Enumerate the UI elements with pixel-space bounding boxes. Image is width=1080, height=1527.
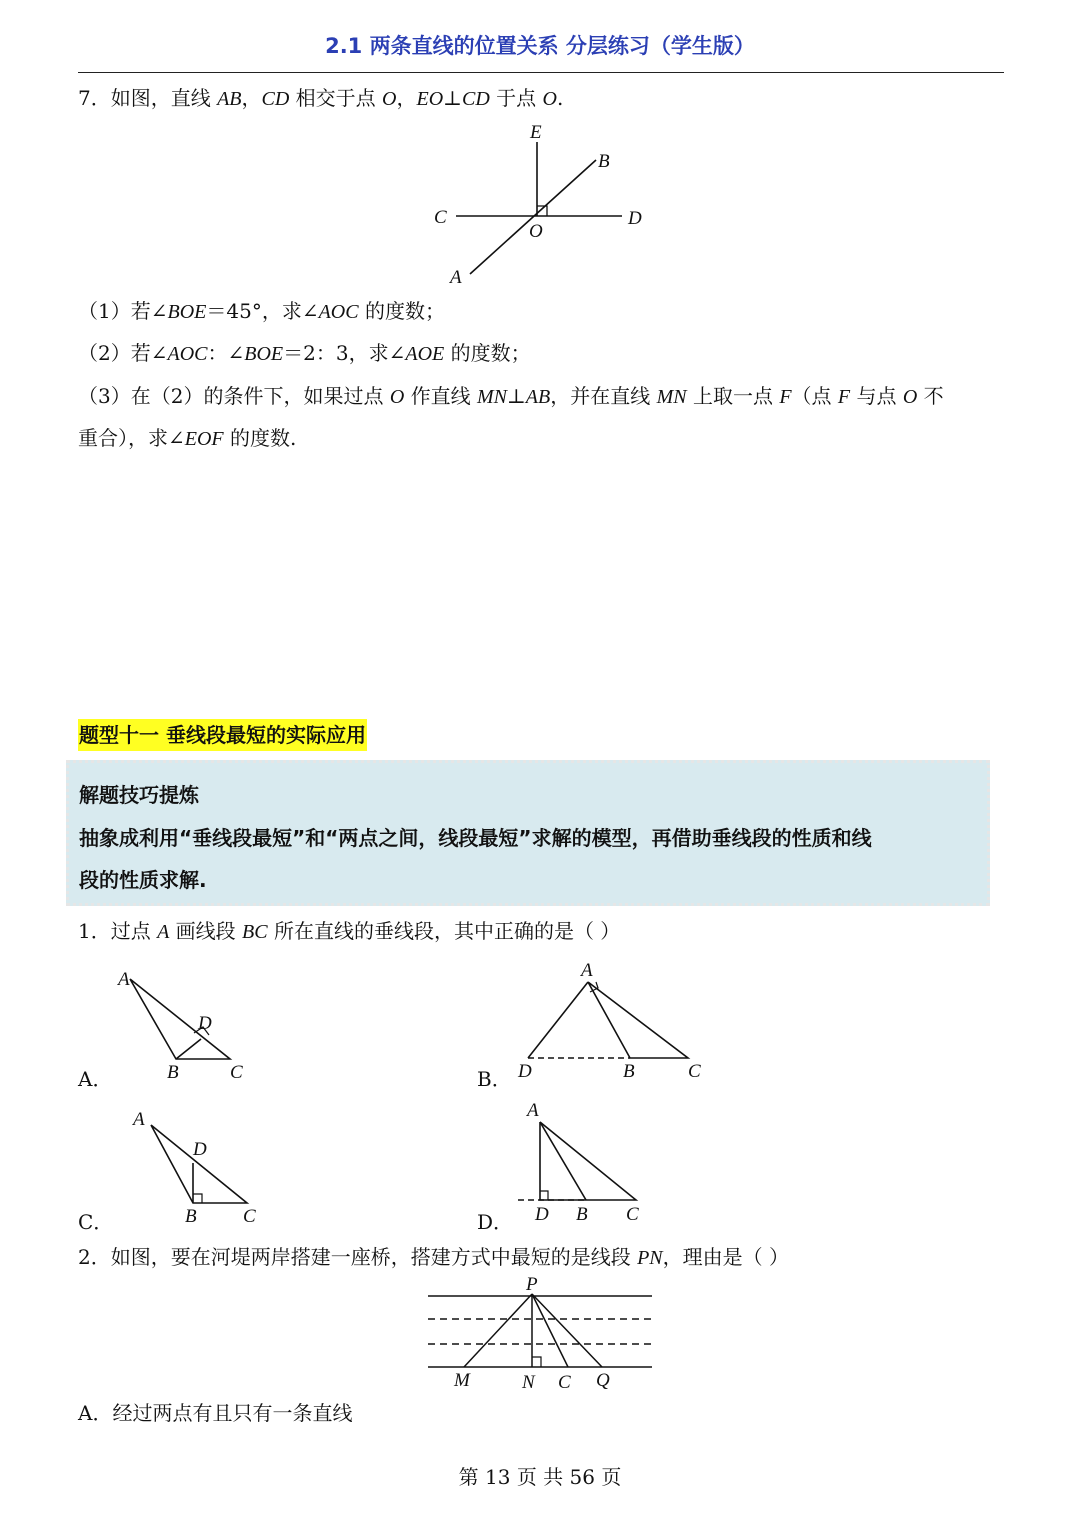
- label-o: O: [529, 221, 543, 242]
- header-divider: [78, 72, 1004, 73]
- line-ab: [470, 160, 596, 274]
- b-label-d: D: [518, 1061, 532, 1082]
- q1-option-b-label[interactable]: B．: [477, 1067, 512, 1091]
- q2-label-p: P: [526, 1274, 538, 1295]
- label-c: C: [434, 207, 447, 228]
- q2-option-a[interactable]: A．经过两点有且只有一条直线: [78, 1401, 353, 1425]
- q1-option-a-figure[interactable]: [110, 965, 260, 1085]
- a-label-d: D: [198, 1013, 212, 1034]
- q2-stem: 2．如图，要在河堤两岸搭建一座桥，搭建方式中最短的是线段 PN，理由是（ ）: [78, 1245, 790, 1269]
- d-label-d: D: [535, 1204, 549, 1225]
- tip-line-1: 抽象成利用“垂线段最短”和“两点之间，线段最短”求解的模型，再借助垂线段的性质和线: [79, 826, 872, 850]
- q7-part1: （1）若∠BOE＝45°，求∠AOC 的度数；: [78, 299, 445, 323]
- label-e: E: [530, 122, 542, 143]
- label-a: A: [450, 267, 462, 288]
- q7-part3: （3）在（2）的条件下，如果过点 O 作直线 MN⊥AB，并在直线 MN 上取一点 F（点 F 与点 O 不: [78, 384, 944, 408]
- page-footer: 第 13 页 共 56 页: [458, 1465, 622, 1489]
- tip-heading: 解题技巧提炼: [79, 783, 199, 807]
- b-label-c: C: [688, 1061, 701, 1082]
- page-header-title: 2.1 两条直线的位置关系 分层练习（学生版）: [325, 34, 755, 58]
- q2-label-m: M: [454, 1370, 470, 1391]
- tip-line-2: 段的性质求解.: [79, 868, 207, 892]
- q1-option-d-figure[interactable]: [510, 1098, 660, 1226]
- q1-option-a-label[interactable]: A．: [78, 1067, 113, 1091]
- q1-option-b-figure[interactable]: [510, 960, 710, 1085]
- c-label-c: C: [243, 1206, 256, 1225]
- d-label-a: A: [527, 1100, 539, 1121]
- q1-stem: 1．过点 A 画线段 BC 所在直线的垂线段，其中正确的是（ ）: [78, 919, 621, 943]
- q2-label-q: Q: [596, 1370, 610, 1391]
- b-label-a: A: [581, 960, 593, 981]
- a-label-a: A: [118, 969, 130, 990]
- d-label-c: C: [626, 1204, 639, 1225]
- c-label-a: A: [133, 1109, 145, 1130]
- q7-figure: [420, 118, 660, 290]
- q7-intro: 7．如图，直线 AB，CD 相交于点 O，EO⊥CD 于点 O.: [78, 86, 564, 110]
- tip-box: [66, 760, 990, 906]
- q7-part2: （2）若∠AOC：∠BOE＝2：3，求∠AOE 的度数；: [78, 341, 531, 365]
- q2-label-n: N: [522, 1372, 535, 1393]
- c-label-b: B: [185, 1206, 197, 1225]
- q2-label-c: C: [558, 1372, 571, 1393]
- q1-option-c-label[interactable]: C．: [78, 1210, 114, 1234]
- label-b: B: [598, 151, 610, 172]
- label-d: D: [628, 208, 642, 229]
- b-label-b: B: [623, 1061, 635, 1082]
- q1-option-d-label[interactable]: D．: [477, 1210, 514, 1234]
- a-label-c: C: [230, 1062, 243, 1083]
- q2-river-figure: [420, 1274, 660, 1396]
- d-label-b: B: [576, 1204, 588, 1225]
- q1-option-c-figure[interactable]: [125, 1105, 270, 1225]
- a-label-b: B: [167, 1062, 179, 1083]
- q7-part3-cont: 重合），求∠EOF 的度数.: [78, 426, 297, 450]
- c-label-d: D: [193, 1139, 207, 1160]
- section-title: 题型十一 垂线段最短的实际应用: [78, 719, 367, 751]
